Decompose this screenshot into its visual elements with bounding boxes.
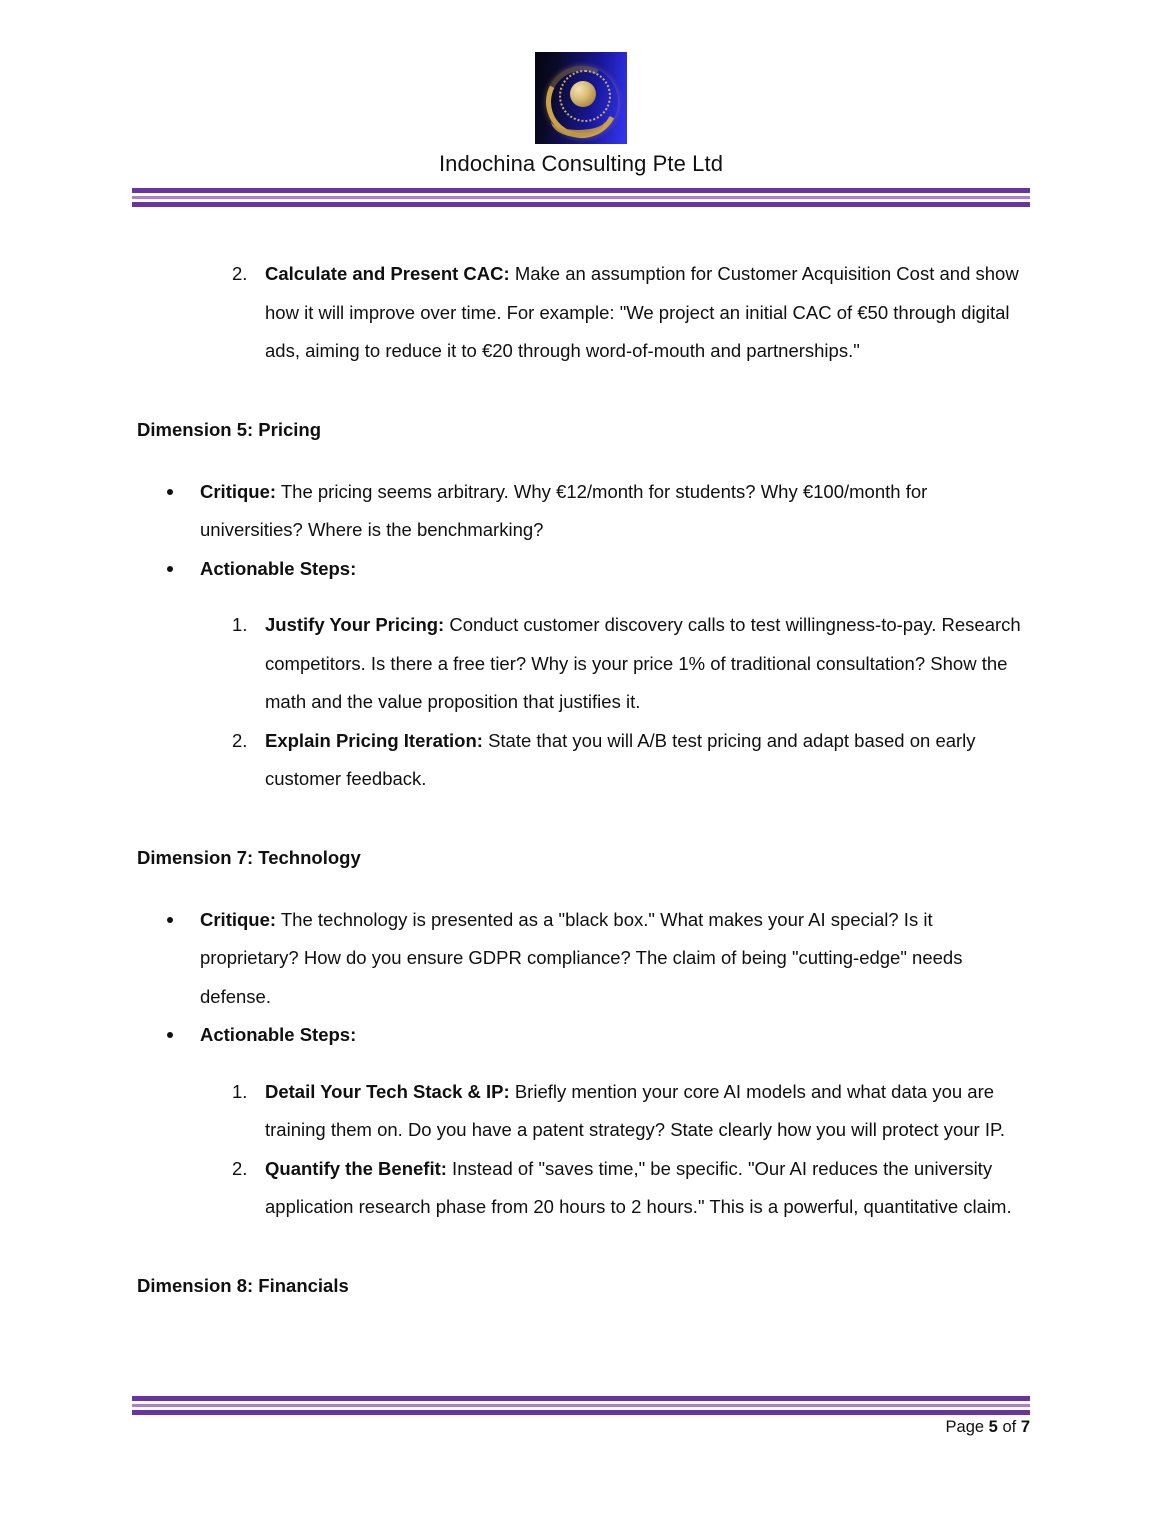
bullet-icon bbox=[167, 1032, 173, 1038]
list-item-lead: Critique: bbox=[200, 480, 277, 502]
company-name: Indochina Consulting Pte Ltd bbox=[438, 151, 724, 176]
spacer bbox=[137, 1055, 1030, 1073]
numbered-list-dimension-7 bbox=[137, 1073, 1030, 1227]
list-item bbox=[137, 1016, 1030, 1055]
list-marker: 2. bbox=[232, 263, 248, 284]
spacer bbox=[137, 1227, 1030, 1273]
bullet-icon bbox=[167, 566, 173, 572]
list-item bbox=[137, 901, 1030, 1017]
list-item-lead: Calculate and Present CAC: bbox=[265, 263, 510, 284]
list-item-lead: Critique: bbox=[200, 908, 277, 930]
spacer bbox=[137, 588, 1030, 606]
spacer bbox=[137, 799, 1030, 845]
numbered-list-dimension-5 bbox=[137, 606, 1030, 799]
list-item-text: Conduct customer discovery calls to test willingness-to-pay. Research competitors. Is there a free tier? Why is your price 1% of traditional consultation? Show the math and the value proposition that justifies it. bbox=[265, 614, 1021, 712]
list-item-text: Briefly mention your core AI models and what data you are training them on. Do you have a patent strategy? State clearly how you will protect your IP. bbox=[265, 1080, 1006, 1140]
section-heading-dimension-8: Dimension 8: Financials bbox=[137, 1274, 349, 1296]
crescent-base-shape bbox=[551, 104, 605, 137]
page-number-of: of bbox=[1002, 1418, 1017, 1436]
page-number-label: Page bbox=[945, 1418, 985, 1436]
spacer bbox=[137, 871, 1030, 901]
list-item-text: State that you will A/B test pricing and adapt based on early customer feedback. bbox=[265, 729, 976, 789]
bullet-list-dimension-7 bbox=[137, 901, 1030, 1055]
list-marker: 1. bbox=[232, 1080, 248, 1102]
spacer bbox=[137, 443, 1030, 473]
numbered-list-continued bbox=[137, 255, 1030, 371]
list-item bbox=[137, 550, 1030, 589]
list-item bbox=[137, 1073, 1030, 1150]
list-item bbox=[137, 1150, 1030, 1227]
list-item bbox=[137, 722, 1030, 799]
list-marker: 2. bbox=[232, 729, 248, 751]
page-number-current: 5 bbox=[988, 1418, 998, 1436]
crescent-globe-logo-icon bbox=[535, 52, 627, 144]
list-item-lead: Quantify the Benefit: bbox=[265, 1157, 447, 1179]
list-item bbox=[137, 255, 1030, 371]
page-number bbox=[946, 1416, 1030, 1438]
document-header bbox=[0, 0, 1162, 178]
list-item-lead: Actionable Steps: bbox=[200, 1024, 357, 1045]
page-number-total: 7 bbox=[1020, 1418, 1030, 1436]
bullet-icon bbox=[167, 917, 173, 923]
list-item-text: The technology is presented as a "black box." What makes your AI special? Is it proprietary? How do you ensure GDPR compliance? The claim of being "cutting-edge" needs defense. bbox=[200, 908, 963, 1007]
list-item-lead: Explain Pricing Iteration: bbox=[265, 729, 483, 751]
header-divider bbox=[132, 188, 1030, 207]
list-marker: 2. bbox=[232, 1157, 248, 1179]
section-heading-dimension-7: Dimension 7: Technology bbox=[137, 846, 361, 868]
footer-rule-thick-bottom bbox=[132, 1410, 1030, 1415]
spacer bbox=[137, 371, 1030, 417]
list-item-text: Instead of "saves time," be specific. "Our AI reduces the university application research phase from 20 hours to 2 hours." This is a powerful, quantitative claim. bbox=[265, 1157, 1012, 1217]
list-item-lead: Detail Your Tech Stack & IP: bbox=[265, 1080, 510, 1102]
document-body bbox=[0, 207, 1162, 1299]
list-marker: 1. bbox=[232, 614, 248, 635]
bullet-list-dimension-5 bbox=[137, 473, 1030, 589]
list-item-text: Make an assumption for Customer Acquisition Cost and show how it will improve over time. For example: "We project an initial CAC of €50 through digital ads, aiming to reduce it to €20 through word-of-mouth and partnerships." bbox=[265, 263, 1019, 361]
list-item-text: The pricing seems arbitrary. Why €12/month for students? Why €100/month for universities? Where is the benchmarking? bbox=[200, 480, 928, 540]
list-item bbox=[137, 473, 1030, 550]
footer-divider bbox=[132, 1396, 1030, 1415]
list-item-lead: Justify Your Pricing: bbox=[265, 614, 445, 635]
list-item-lead: Actionable Steps: bbox=[200, 557, 357, 579]
section-heading-dimension-5: Dimension 5: Pricing bbox=[137, 418, 322, 440]
bullet-icon bbox=[167, 489, 173, 495]
list-item bbox=[137, 606, 1030, 722]
